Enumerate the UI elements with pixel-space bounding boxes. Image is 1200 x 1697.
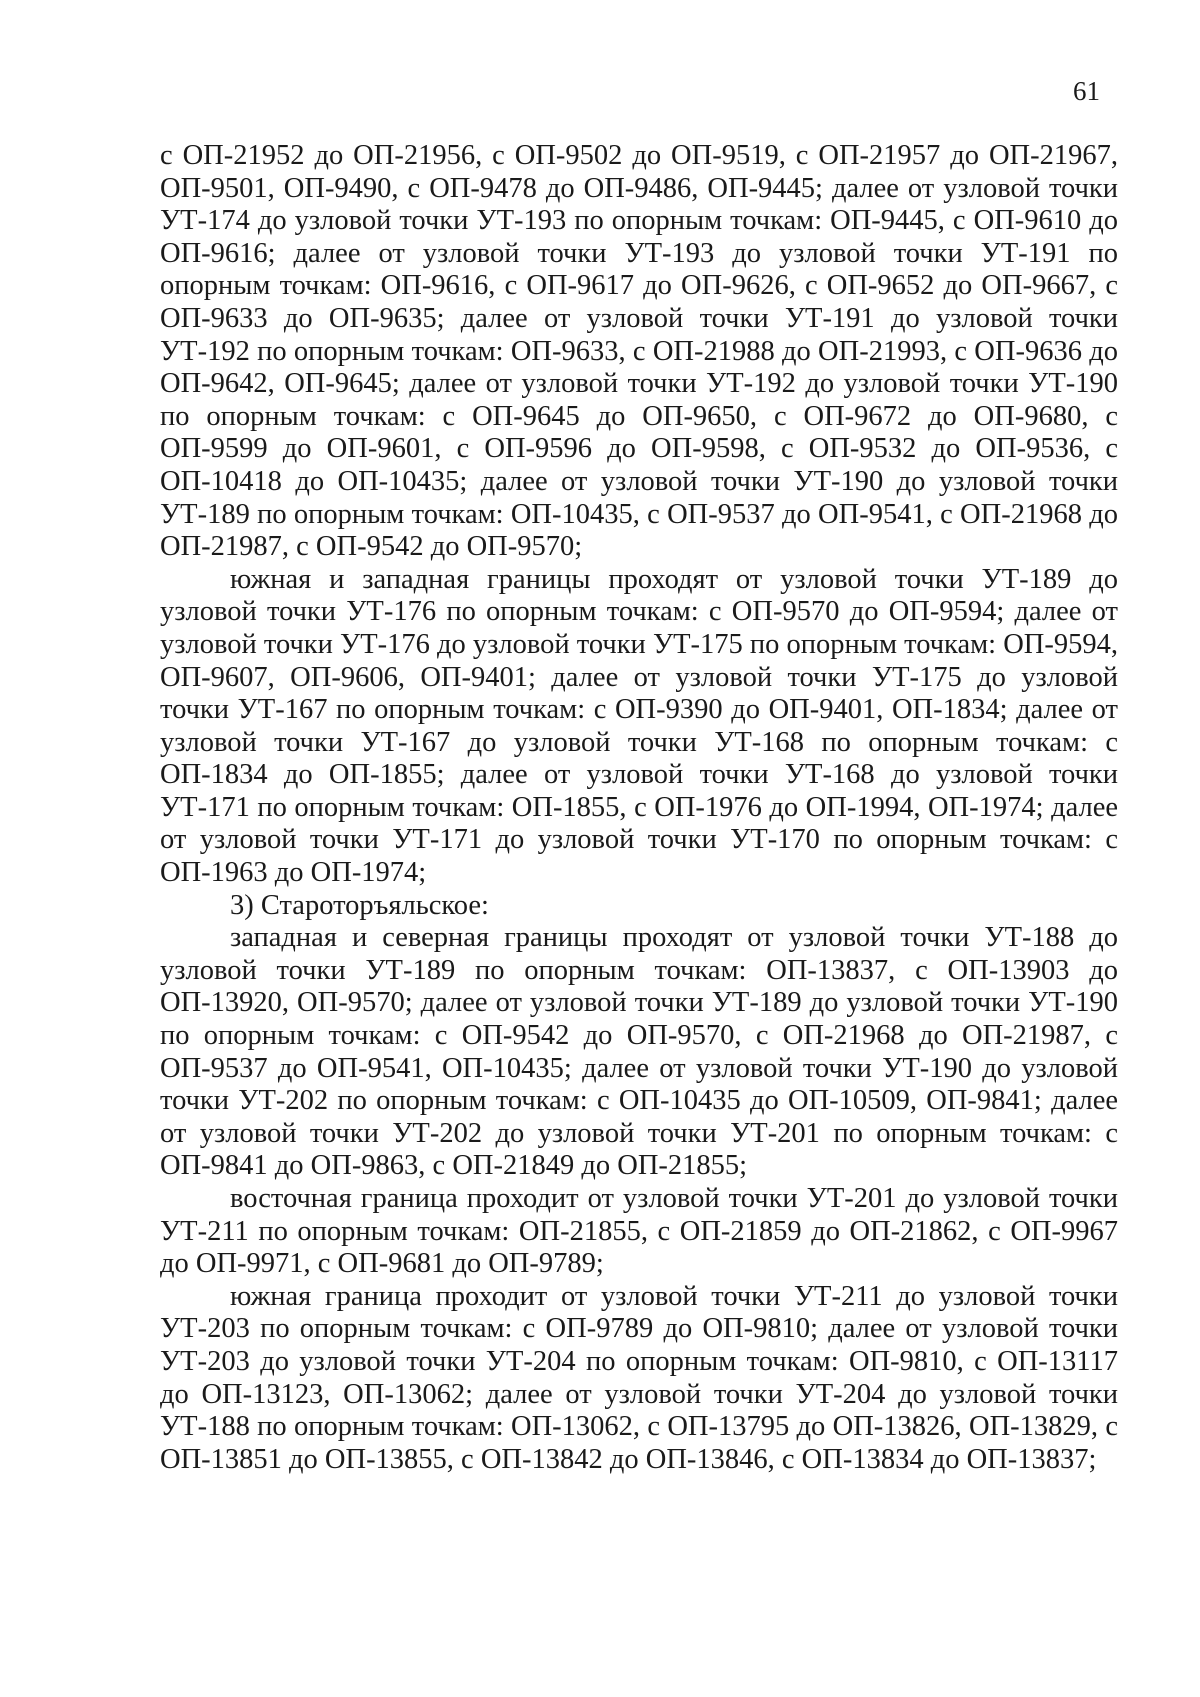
page-number: 61 — [1073, 76, 1100, 106]
paragraph-south-west-boundary: южная и западная границы проходят от узловой точки УТ-189 до узловой точки УТ-176 по опорным точкам: с ОП-9570 до ОП-9594; далее от узловой точки УТ-176 до узловой точки УТ-175 по опорным точкам: ОП-9594, ОП-9607, ОП-9606, ОП-9401; далее от узловой точки УТ-175 до узловой точки УТ-167 по опорным точкам: с ОП-9390 до ОП-9401, ОП-1834; далее от узловой точки УТ-167 до узловой точки УТ-168 по опорным точкам: с ОП-1834 до ОП-1855; далее от узловой точки УТ-168 до узловой точки УТ-171 по опорным точкам: ОП-1855, с ОП-1976 до ОП-1994, ОП-1974; далее от узловой точки УТ-171 до узловой точки УТ-170 по опорным точкам: с ОП-1963 до ОП-1974; — [160, 563, 1118, 889]
paragraph-south-boundary: южная граница проходит от узловой точки УТ-211 до узловой точки УТ-203 по опорным точкам: с ОП-9789 до ОП-9810; далее от узловой точки УТ-203 до узловой точки УТ-204 по опорным точкам: ОП-9810, с ОП-13117 до ОП-13123, ОП-13062; далее от узловой точки УТ-204 до узловой точки УТ-188 по опорным точкам: ОП-13062, с ОП-13795 до ОП-13826, ОП-13829, с ОП-13851 до ОП-13855, с ОП-13842 до ОП-13846, с ОП-13834 до ОП-13837; — [160, 1280, 1118, 1475]
document-body — [160, 140, 1118, 1476]
section-heading-starotoryalskoe: 3) Староторъяльское: — [230, 889, 489, 921]
paragraph-east-boundary: восточная граница проходит от узловой точки УТ-201 до узловой точки УТ-211 по опорным точкам: ОП-21855, с ОП-21859 до ОП-21862, с ОП-9967 до ОП-9971, с ОП-9681 до ОП-9789; — [160, 1183, 1118, 1280]
paragraph-west-north-boundary: западная и северная границы проходят от узловой точки УТ-188 до узловой точки УТ-189 по опорным точкам: ОП-13837, с ОП-13903 до ОП-13920, ОП-9570; далее от узловой точки УТ-189 до узловой точки УТ-190 по опорным точкам: с ОП-9542 до ОП-9570, с ОП-21968 до ОП-21987, с ОП-9537 до ОП-9541, ОП-10435; далее от узловой точки УТ-190 до узловой точки УТ-202 по опорным точкам: с ОП-10435 до ОП-10509, ОП-9841; далее от узловой точки УТ-202 до узловой точки УТ-201 по опорным точкам: с ОП-9841 до ОП-9863, с ОП-21849 до ОП-21855; — [160, 922, 1118, 1182]
paragraph-continuation: с ОП-21952 до ОП-21956, с ОП-9502 до ОП-9519, с ОП-21957 до ОП-21967, ОП-9501, ОП-9490, с ОП-9478 до ОП-9486, ОП-9445; далее от узловой точки УТ-174 до узловой точки УТ-193 по опорным точкам: ОП-9445, с ОП-9610 до ОП-9616; далее от узловой точки УТ-193 до узловой точки УТ-191 по опорным точкам: ОП-9616, с ОП-9617 до ОП-9626, с ОП-9652 до ОП-9667, с ОП-9633 до ОП-9635; далее от узловой точки УТ-191 до узловой точки УТ-192 по опорным точкам: ОП-9633, с ОП-21988 до ОП-21993, с ОП-9636 до ОП-9642, ОП-9645; далее от узловой точки УТ-192 до узловой точки УТ-190 по опорным точкам: с ОП-9645 до ОП-9650, с ОП-9672 до ОП-9680, с ОП-9599 до ОП-9601, с ОП-9596 до ОП-9598, с ОП-9532 до ОП-9536, с ОП-10418 до ОП-10435; далее от узловой точки УТ-190 до узловой точки УТ-189 по опорным точкам: ОП-10435, с ОП-9537 до ОП-9541, с ОП-21968 до ОП-21987, с ОП-9542 до ОП-9570; — [160, 140, 1118, 563]
